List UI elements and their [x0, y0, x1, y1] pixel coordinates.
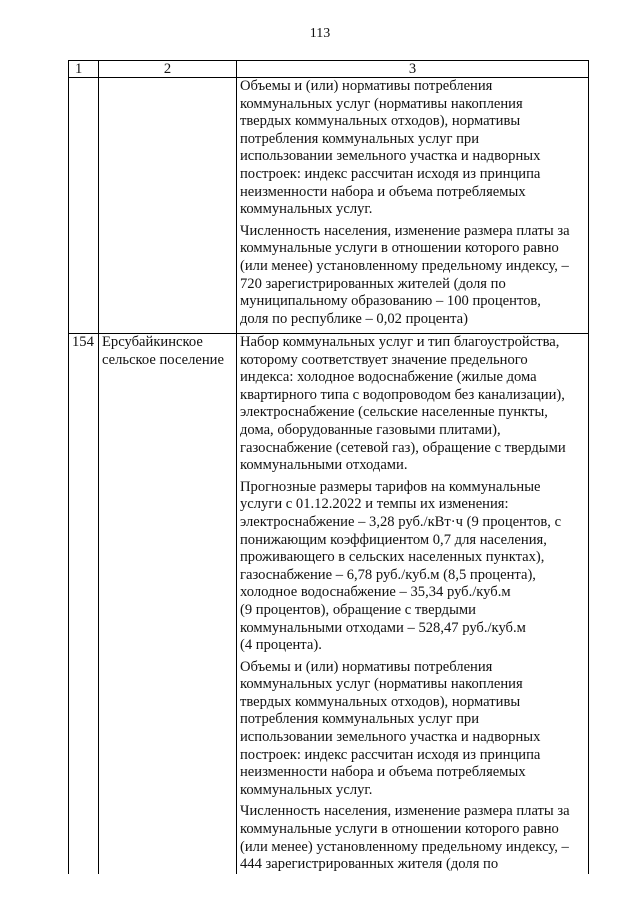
description-cell [237, 78, 589, 334]
text-line: газоснабжение – 6,78 руб./куб.м (8,5 процента), [240, 566, 536, 583]
text-line: газоснабжение (сетевой газ), обращение с твердыми [240, 439, 566, 456]
text-line: понижающим коэффициентом 0,7 для населения, [240, 531, 547, 548]
text-line: 444 зарегистрированных жителя (доля по [240, 856, 499, 873]
text-line: квартирного типа с водопроводом без канализации), [240, 386, 565, 403]
header-col-2: 2 [99, 61, 237, 78]
paragraph [240, 334, 585, 475]
text-line: Набор коммунальных услуг и тип благоустройства, [240, 334, 560, 350]
text-line: Объемы и (или) нормативы потребления [240, 658, 493, 675]
text-line: Численность населения, изменение размера платы за [240, 222, 570, 239]
text-line: доля по республике – 0,02 процента) [240, 310, 468, 327]
text-line: потребления коммунальных услуг при [240, 130, 480, 147]
table-header-row [69, 61, 589, 78]
tariff-table [68, 60, 589, 874]
paragraph [240, 803, 585, 873]
municipality-name-line: Ерсубайкинское [102, 334, 203, 350]
text-line: электроснабжение (сельские населенные пункты, [240, 404, 548, 421]
text-line: неизменности набора и объема потребляемых [240, 764, 526, 781]
paragraph [240, 659, 585, 800]
text-line: потребления коммунальных услуг при [240, 711, 480, 728]
text-line: 720 зарегистрированных жителей (доля по [240, 275, 506, 292]
municipality-name-line: сельское поселение [102, 351, 224, 368]
municipality-name [99, 334, 237, 874]
header-col-1: 1 [69, 61, 99, 78]
text-line: дома, оборудованные газовыми плитами), [240, 421, 501, 438]
text-line: Прогнозные размеры тарифов на коммунальные [240, 478, 541, 495]
text-line: построек: индекс рассчитан исходя из принципа [240, 746, 541, 763]
table-row [69, 78, 589, 334]
text-line: (или менее) установленному предельному индексу, – [240, 838, 569, 855]
text-line: (4 процента). [240, 637, 322, 654]
text-line: коммунальных услуг. [240, 201, 373, 218]
table-row [69, 334, 589, 874]
row-number [69, 78, 99, 334]
paragraph [240, 78, 585, 219]
text-line: коммунальных услуг (нормативы накопления [240, 676, 523, 693]
text-line: коммунальные услуги в отношении которого равно [240, 240, 559, 257]
text-line: Объемы и (или) нормативы потребления [240, 78, 493, 94]
text-line: использовании земельного участка и надворных [240, 148, 541, 165]
header-col-3: 3 [237, 61, 589, 78]
text-line: коммунальные услуги в отношении которого равно [240, 821, 559, 838]
text-line: построек: индекс рассчитан исходя из принципа [240, 165, 541, 182]
text-line: электроснабжение – 3,28 руб./кВт·ч (9 процентов, с [240, 513, 562, 530]
row-number: 154 [69, 334, 99, 874]
text-line: твердых коммунальных отходов), нормативы [240, 693, 521, 710]
municipality-name [99, 78, 237, 334]
text-line: которому соответствует значение предельного [240, 351, 528, 368]
text-line: (9 процентов), обращение с твердыми [240, 601, 476, 618]
text-line: неизменности набора и объема потребляемых [240, 183, 526, 200]
text-line: муниципальному образованию – 100 процентов, [240, 293, 541, 310]
paragraph [240, 223, 585, 329]
paragraph [240, 479, 585, 655]
page-number: 113 [309, 26, 331, 41]
text-line: твердых коммунальных отходов), нормативы [240, 113, 521, 130]
text-line: коммунальных услуг (нормативы накопления [240, 95, 523, 112]
text-line: индекса: холодное водоснабжение (жилые дома [240, 369, 537, 386]
text-line: холодное водоснабжение – 35,34 руб./куб.м [240, 584, 511, 601]
description-cell [237, 334, 589, 874]
text-line: коммунальных услуг. [240, 781, 373, 798]
text-line: использовании земельного участка и надворных [240, 729, 541, 746]
text-line: коммунальными отходами. [240, 457, 408, 474]
text-line: коммунальными отходами – 528,47 руб./куб.м [240, 619, 526, 636]
text-line: услуги с 01.12.2022 и темпы их изменения: [240, 496, 509, 513]
text-line: проживающего в сельских населенных пунктах), [240, 549, 545, 566]
text-line: (или менее) установленному предельному индексу, – [240, 257, 569, 274]
text-line: Численность населения, изменение размера платы за [240, 803, 570, 820]
